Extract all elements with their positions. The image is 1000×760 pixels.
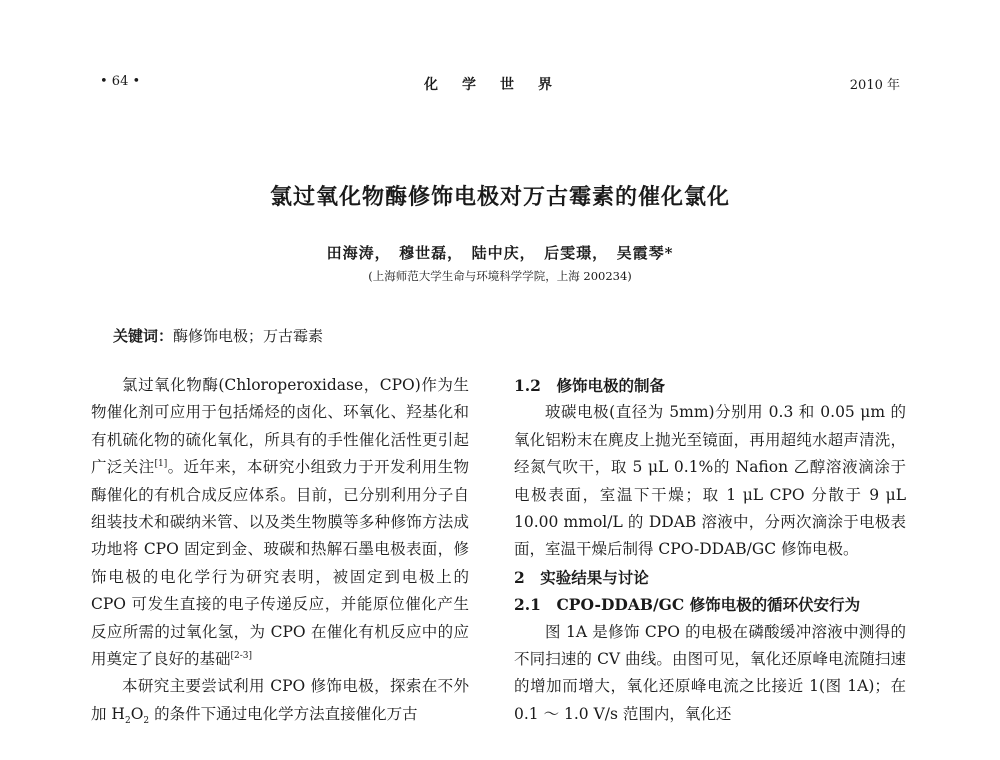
citation-ref[interactable]: [1] <box>154 459 168 470</box>
paragraph-cv-behavior: 图 1A 是修饰 CPO 的电极在磷酸缓冲溶液中测得的不同扫速的 CV 曲线。由图可见，氧化还原峰电流随扫速的增加而增大，氧化还原峰电流之比接近 1(图 1A)；在 0.1 ～ 1.0 V/s 范围内，氧化还 <box>514 622 906 723</box>
section-heading-1-2: 1.2 修饰电极的制备 <box>514 376 665 395</box>
publication-year: 2010 年 <box>849 78 900 93</box>
subscript: 2 <box>143 715 150 726</box>
article-title: 氯过氧化物酶修饰电极对万古霉素的催化氯化 <box>269 184 730 210</box>
page-number: • 64 • <box>100 74 141 89</box>
keywords-text: 酶修饰电极；万古霉素 <box>173 327 324 345</box>
paragraph-intro <box>91 372 469 673</box>
paragraph-electrode-prep: 玻碳电极(直径为 5mm)分别用 0.3 和 0.05 μm 的氧化铝粉末在麂皮上抛光至镜面，再用超纯水超声清洗，经氮气吹干，取 5 μL 0.1%的 Nafion 乙醇溶液滴涂于电极表面，室温下干燥；取 1 μL CPO 分散于 9 μL 10.00 mmol/L 的 DDAB 溶液中，分两次滴涂于电极表面，室温干燥后制得 CPO-DDAB/GC 修饰电极。 <box>514 403 906 559</box>
citation-ref[interactable]: [2-3] <box>230 650 253 661</box>
section-heading-2: 2 实验结果与讨论 <box>514 567 649 587</box>
keywords <box>113 325 323 346</box>
paragraph-text: O <box>130 704 144 723</box>
left-column <box>91 372 469 728</box>
section-heading-2-1: 2.1 CPO-DDAB/GC 修饰电极的循环伏安行为 <box>514 595 861 615</box>
affiliation: (上海师范大学生命与环境科学学院，上海 200234) <box>368 269 632 283</box>
paragraph-aim <box>91 673 469 728</box>
paragraph-text: 的条件下通过电化学方法直接催化万古 <box>149 704 418 723</box>
paragraph-text: 本研究主要尝试利用 CPO 修饰电极，探索在不外加 H <box>91 677 469 723</box>
keywords-label: 关键词： <box>113 327 174 345</box>
right-column <box>514 372 906 728</box>
paragraph-text: 氯过氧化物酶(Chloroperoxidase，CPO)作为生物催化剂可应用于包括烯烃的卤化、环氧化、羟基化和有机硫化物的硫化氧化，所具有的手性催化活性更引起广泛关注 <box>91 376 469 477</box>
subscript: 2 <box>124 715 131 726</box>
author-list: 田海涛， 穆世磊， 陆中庆， 后雯璟， 吴霞琴* <box>326 244 674 262</box>
paragraph-text: 。近年来，本研究小组致力于开发利用生物酶催化的有机合成反应体系。目前，已分别利用分子自组装技术和碳纳米管、以及类生物膜等多种修饰方法成功地将 CPO 固定到金、玻碳和热解石墨电极表面，修饰电极的电化学行为研究表明，被固定到电极上的 CPO 可发生直接的电子传递反应，并能原位催化产生反应所需的过氧化氢，为 CPO 在催化有机反应中的应用奠定了良好的基础 <box>91 458 469 669</box>
journal-name: 化学世界 <box>424 77 576 93</box>
